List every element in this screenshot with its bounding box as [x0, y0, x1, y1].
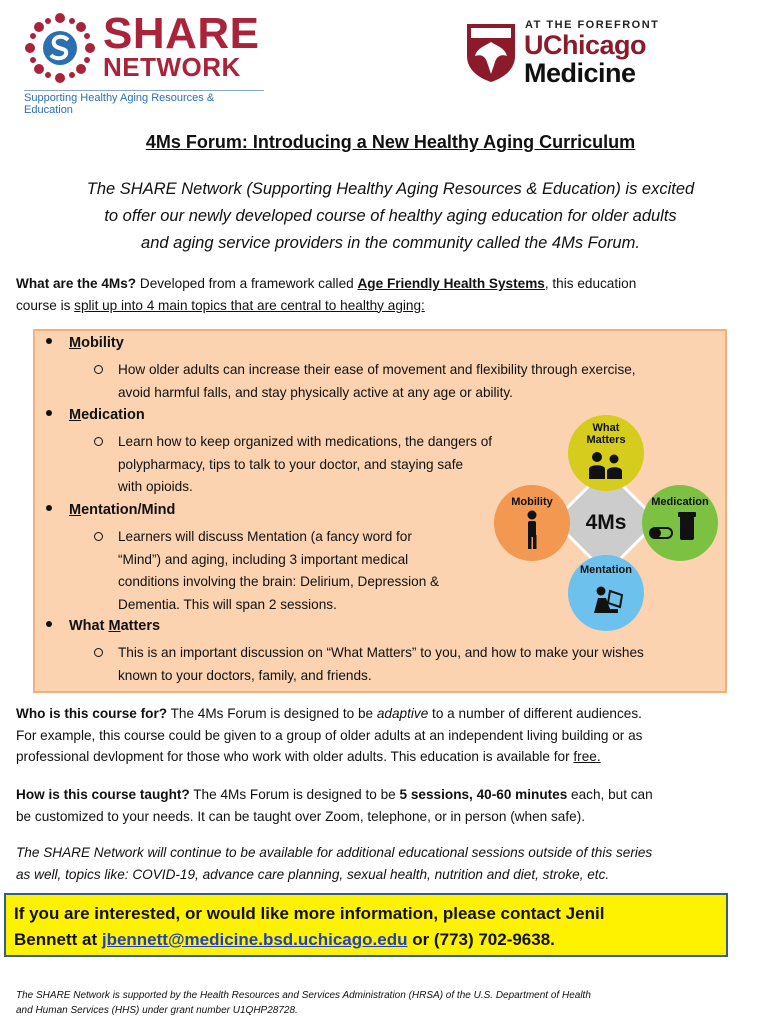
what-matters-label-2: Matters — [586, 434, 626, 446]
mentation-label: Mentation — [580, 564, 632, 576]
4ms-diagram — [490, 413, 722, 631]
topic-medication: Medication — [46, 406, 145, 423]
what-are-paragraph: What are the 4Ms? Developed from a framework called Age Friendly Health Systems, this education course is split up into 4 main topics that are central to healthy aging: — [16, 276, 637, 313]
topic-mobility: Mobility — [46, 334, 124, 351]
afhs-link[interactable]: Age Friendly Health Systems — [357, 276, 545, 291]
uc-medicine: Medicine — [524, 58, 636, 88]
contact-email-link[interactable]: jbennett@medicine.bsd.uchicago.edu — [101, 930, 408, 949]
uc-tagline: AT THE FOREFRONT — [525, 19, 660, 31]
uchicago-shield-icon — [465, 22, 517, 84]
network-logo-text: NETWORK — [103, 52, 241, 82]
how-paragraph: How is this course taught? The 4Ms Forum is designed to be 5 sessions, 40-60 minutes each, but can be customized to your needs. It can be taught over Zoom, telephone, or in person (when safe). — [16, 787, 653, 824]
page-title: 4Ms Forum: Introducing a New Healthy Aging Curriculum — [145, 132, 636, 152]
share-logo-text: SHARE — [103, 9, 260, 58]
topic-what-matters: What Matters — [46, 617, 160, 634]
mobility-label: Mobility — [511, 496, 553, 508]
intro-paragraph: The SHARE Network (Supporting Healthy Aging Resources & Education) is excited to offer our newly developed course of healthy aging education for older adults and aging service providers in the community called the 4Ms Forum. — [86, 180, 695, 252]
what-matters-label-1: What — [592, 422, 620, 434]
share-network-logo-icon — [24, 12, 96, 84]
contact-text: If you are interested, or would like more information, please contact Jenil Bennett at jbennett@medicine.bsd.uchicago.edu or (773) 702-9638. — [14, 904, 605, 949]
medication-label: Medication — [651, 496, 709, 508]
footer-funding-note: The SHARE Network is supported by the Health Resources and Services Administration (HRSA) of the U.S. Department of Health and Human Services (HHS) under grant number U1QHP28728. — [16, 990, 591, 1016]
diagram-center-label: 4Ms — [585, 511, 627, 534]
topic-mentation: Mentation/Mind — [46, 501, 175, 518]
uc-name: UChicago — [524, 30, 647, 60]
share-tagline: Supporting Healthy Aging Resources & Education — [24, 90, 264, 116]
who-paragraph: Who is this course for? The 4Ms Forum is designed to be adaptive to a number of different audiences. For example, this course could be given to a group of older adults at an independent living building or as professional devlopment for those who work with older adults. This education is available for free. — [16, 706, 643, 764]
continue-paragraph: The SHARE Network will continue to be available for additional educational sessions outside of this series as well, topics like: COVID-19, advance care planning, sexual health, nutrition and diet, stroke, etc. — [16, 845, 653, 882]
